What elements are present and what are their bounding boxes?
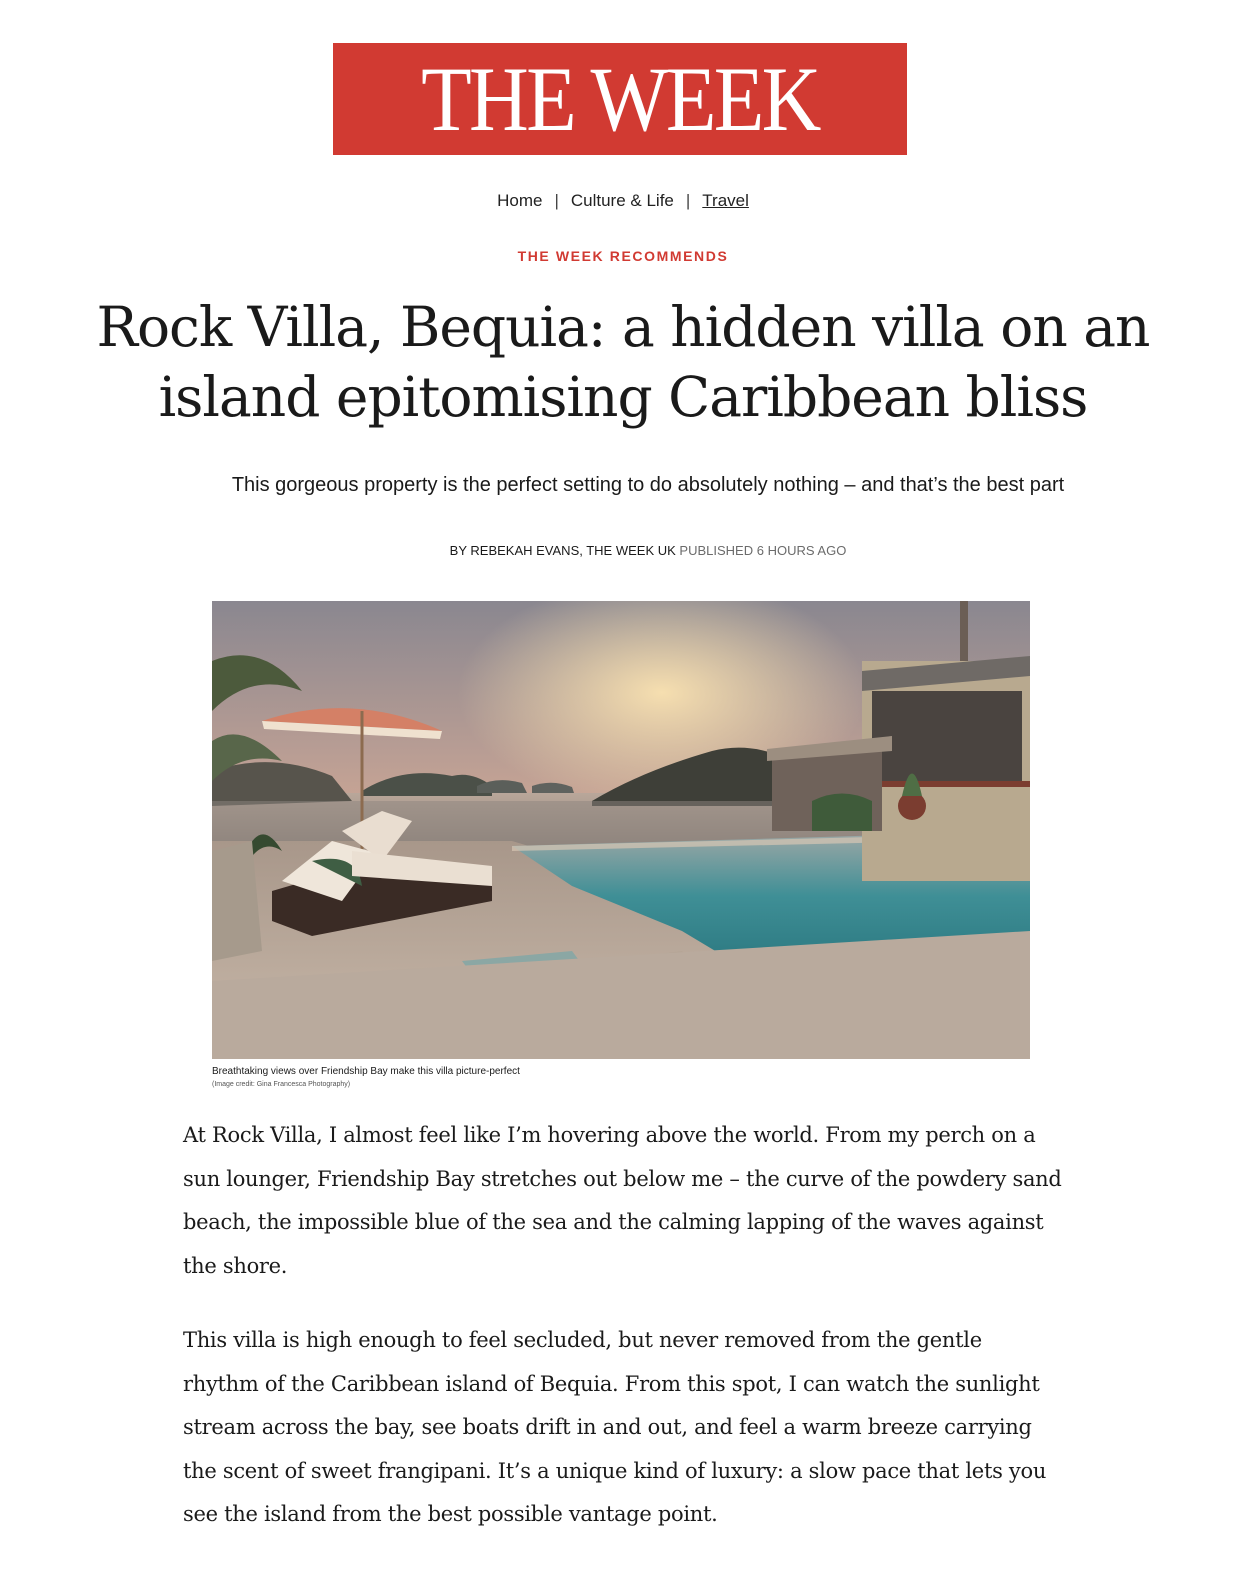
byline-author[interactable]: BY REBEKAH EVANS, THE WEEK UK <box>449 543 676 558</box>
hero-photo-illustration <box>212 601 1030 1059</box>
article-standfirst: This gorgeous property is the perfect setting to do absolutely nothing – and that’s the best part <box>231 474 1065 496</box>
body-paragraph-2: This villa is high enough to feel secluded, but never removed from the gentle rhythm of the Caribbean island of Bequia. From this spot, I can watch the sunlight stream across the bay, see boats drift in and out, and feel a warm breeze carrying the scent of sweet frangipani. It’s a unique kind of luxury: a slow pace that lets you see the island from the best possible vantage point. <box>183 1328 1047 1526</box>
the-week-logo[interactable] <box>333 43 907 155</box>
byline-published: PUBLISHED 6 HOURS AGO <box>679 543 847 558</box>
breadcrumb-culture-life-link[interactable]: Culture & Life <box>570 191 674 210</box>
headline-line-1: Rock Villa, Bequia: a hidden villa on an <box>96 295 1150 359</box>
hero-image[interactable] <box>212 601 1030 1059</box>
article-headline <box>40 292 1206 432</box>
section-kicker: THE WEEK RECOMMENDS <box>517 248 729 264</box>
hero-caption: Breathtaking views over Friendship Bay make this villa picture-perfect <box>212 1066 520 1077</box>
breadcrumb-separator: | <box>685 191 691 210</box>
breadcrumb-separator: | <box>554 191 559 210</box>
article-byline <box>0 543 1246 558</box>
body-paragraph-1: At Rock Villa, I almost feel like I’m hovering above the world. From my perch on a sun lounger, Friendship Bay stretches out below me – the curve of the powdery sand beach, the impossible blue of the sea and the calming lapping of the waves against the shore. <box>183 1123 1062 1278</box>
logo-wordmark: THE WEEK <box>421 48 819 150</box>
breadcrumb-travel-link[interactable]: Travel <box>702 191 749 210</box>
breadcrumb-home-link[interactable]: Home <box>497 191 543 210</box>
breadcrumb <box>0 191 1246 211</box>
headline-line-2: island epitomising Caribbean bliss <box>158 365 1088 429</box>
hero-image-credit: (Image credit: Gina Francesca Photography) <box>212 1081 351 1088</box>
